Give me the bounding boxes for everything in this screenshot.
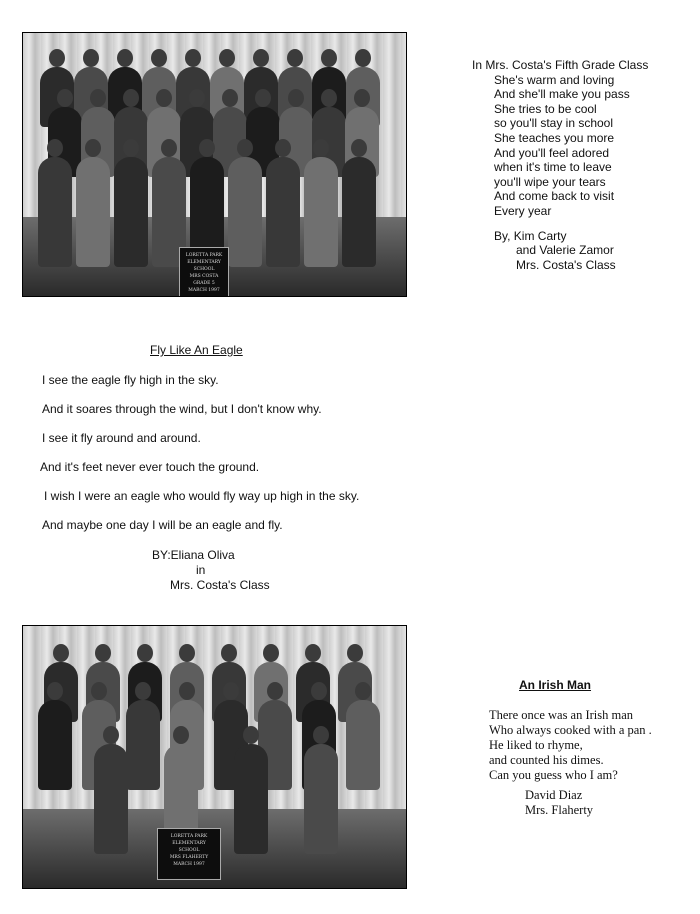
student-figure xyxy=(38,157,72,267)
class-name: Mrs. Flaherty xyxy=(525,803,594,817)
student-head xyxy=(103,726,119,744)
student-head xyxy=(321,49,337,67)
placard-line: MARCH 1997 xyxy=(188,288,220,293)
poem-line: There once was an Irish man xyxy=(489,708,634,722)
poem-body xyxy=(489,708,652,783)
placard-line: GRADE 5 xyxy=(193,281,215,286)
poem-line: I see it fly around and around. xyxy=(42,431,201,445)
author-name: BY:Eliana Oliva xyxy=(152,548,235,562)
poem-line: She teaches you more xyxy=(494,130,615,145)
student-head xyxy=(253,49,269,67)
poem-byline xyxy=(525,788,593,818)
class-name: Mrs. Costa's Class xyxy=(170,578,270,592)
author-name: and Valerie Zamor xyxy=(516,243,614,258)
poem-line: She's warm and loving xyxy=(494,72,615,87)
student-head xyxy=(53,644,69,662)
student-figure xyxy=(304,744,338,854)
placard-line: SCHOOL xyxy=(193,267,215,272)
poem-line: She tries to be cool xyxy=(494,101,597,116)
student-head xyxy=(49,49,65,67)
poem-line: I wish I were an eagle who would fly way up high in the sky. xyxy=(44,489,360,503)
class-photo-costa xyxy=(22,32,407,297)
student-figure xyxy=(304,157,338,267)
poem-line: And come back to visit xyxy=(494,189,615,204)
placard-line: LORETTA PARK xyxy=(185,253,223,258)
placard-line: LORETTA PARK xyxy=(170,834,208,839)
student-figure xyxy=(38,700,72,790)
student-head xyxy=(137,644,153,662)
student-head xyxy=(83,49,99,67)
student-figure xyxy=(126,700,160,790)
poem-line: I see the eagle fly high in the sky. xyxy=(42,373,219,387)
poem-line: you'll wipe your tears xyxy=(494,174,606,189)
student-figure xyxy=(94,744,128,854)
student-head xyxy=(179,644,195,662)
poem-line: when it's time to leave xyxy=(494,160,612,175)
student-head xyxy=(287,49,303,67)
student-figure xyxy=(346,700,380,790)
poem-line: In Mrs. Costa's Fifth Grade Class xyxy=(472,58,649,72)
student-head xyxy=(263,644,279,662)
student-figure xyxy=(266,157,300,267)
poem-line: And it soares through the wind, but I don't know why. xyxy=(42,402,322,416)
student-figure xyxy=(114,157,148,267)
poem-line: and counted his dimes. xyxy=(489,753,604,767)
student-figure xyxy=(76,157,110,267)
placard-line: MRS FLAHERTY xyxy=(169,855,209,860)
student-head xyxy=(355,49,371,67)
placard-line: MRS COSTA xyxy=(189,274,219,279)
class-placard xyxy=(157,828,221,880)
student-head xyxy=(305,644,321,662)
poem-line: so you'll stay in school xyxy=(494,116,614,131)
placard-line: SCHOOL xyxy=(178,848,200,853)
student-head xyxy=(185,49,201,67)
poem-line: He liked to rhyme, xyxy=(489,738,583,752)
placard-line: ELEMENTARY xyxy=(172,841,206,846)
class-name: Mrs. Costa's Class xyxy=(516,257,616,272)
poem-line: And maybe one day I will be an eagle and fly. xyxy=(42,518,283,532)
poem-line: Can you guess who I am? xyxy=(489,768,618,782)
byline-in: in xyxy=(196,563,206,577)
student-head xyxy=(95,644,111,662)
poem-line: Every year xyxy=(494,203,552,218)
student-figure xyxy=(234,744,268,854)
placard-line: MARCH 1997 xyxy=(173,862,205,867)
poem-title: Fly Like An Eagle xyxy=(150,343,243,357)
student-figure xyxy=(228,157,262,267)
poem-line: And she'll make you pass xyxy=(494,87,630,102)
placard-line: ELEMENTARY xyxy=(187,260,221,265)
poem-title: An Irish Man xyxy=(519,678,592,692)
author-name: By, Kim Carty xyxy=(494,228,567,243)
poem-byline xyxy=(472,229,648,273)
student-head xyxy=(243,726,259,744)
student-head xyxy=(221,644,237,662)
student-figure xyxy=(342,157,376,267)
class-photo-flaherty xyxy=(22,625,407,889)
student-head xyxy=(117,49,133,67)
poem-costa-class xyxy=(472,58,648,272)
student-head xyxy=(219,49,235,67)
poem-line: And it's feet never ever touch the ground. xyxy=(40,460,260,474)
poem-line: And you'll feel adored xyxy=(494,145,610,160)
student-head xyxy=(347,644,363,662)
class-placard xyxy=(179,247,229,297)
author-name: David Diaz xyxy=(525,788,583,802)
poem-line: Who always cooked with a pan . xyxy=(489,723,652,737)
student-head xyxy=(151,49,167,67)
